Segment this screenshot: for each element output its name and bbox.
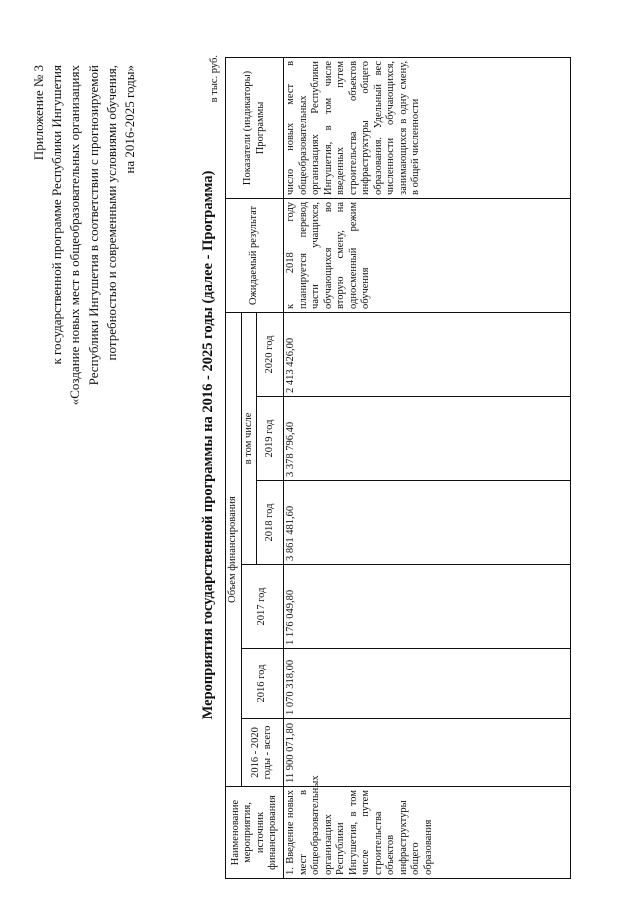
cell-2016: 1 070 318,00: [284, 649, 571, 719]
appendix-line: потребностью и современными условиями обучения,: [103, 65, 119, 361]
cell-total: 11 900 071,80: [284, 719, 571, 787]
header-year-2018: 2018 год: [257, 481, 284, 565]
program-table: [225, 57, 571, 879]
appendix-line: Республики Ингушетия в соответствии с прогнозируемой: [85, 65, 101, 386]
header-indicators: Показатели (индикаторы) Программы: [226, 57, 284, 198]
table-row: [284, 57, 571, 878]
units-note: в тыс. руб.: [209, 55, 220, 103]
document-title: Мероприятия государственной программы на 2016 - 2025 годы (далее - Программа): [200, 170, 216, 720]
header-name: Наименование мероприятия, источник финансирования: [226, 787, 284, 879]
cell-indicators: число новых мест в общеобразовательных организациях Республики Ингушетия, в том числе введенных путем строительства объектов инфраструктуры общего образования. Удельный вес численности обучающихся, занимающихся в одну смену, в общей численности: [284, 57, 571, 198]
appendix-line: Приложение № 3: [31, 65, 46, 161]
header-result: Ожидаемый результат: [226, 198, 284, 312]
cell-2018: 3 861 481,60: [284, 481, 571, 565]
header-year-2017: 2017 год: [241, 565, 284, 649]
cell-expected-result: к 2018 году планируется перевод части учащихся, обучающихся во вторую смену, на односменный режим обучения: [284, 198, 571, 312]
cell-2019: 3 378 796,40: [284, 397, 571, 481]
appendix-line: к государственной программе Республики Ингушетия: [49, 65, 65, 365]
header-including: в том числе: [241, 312, 257, 564]
header-year-2016: 2016 год: [241, 649, 284, 719]
cell-2020: 2 413 426,00: [284, 312, 571, 396]
header-funding: Объем финансирования: [226, 312, 242, 786]
cell-activity-name: 1. Введение новых мест в общеобразовательных организациях Республики Ингушетия, в том числе путем строительства объектов инфраструктуры общего образования: [284, 787, 571, 879]
cell-2017: 1 176 049,80: [284, 565, 571, 649]
header-year-2020: 2020 год: [257, 312, 284, 396]
header-year-2019: 2019 год: [257, 397, 284, 481]
appendix-header: [30, 65, 139, 905]
appendix-line: «Создание новых мест в общеобразовательных организациях: [67, 65, 83, 406]
header-total: 2016 - 2020 годы - всего: [241, 719, 284, 787]
appendix-line: на 2016-2025 годы»: [122, 65, 138, 174]
